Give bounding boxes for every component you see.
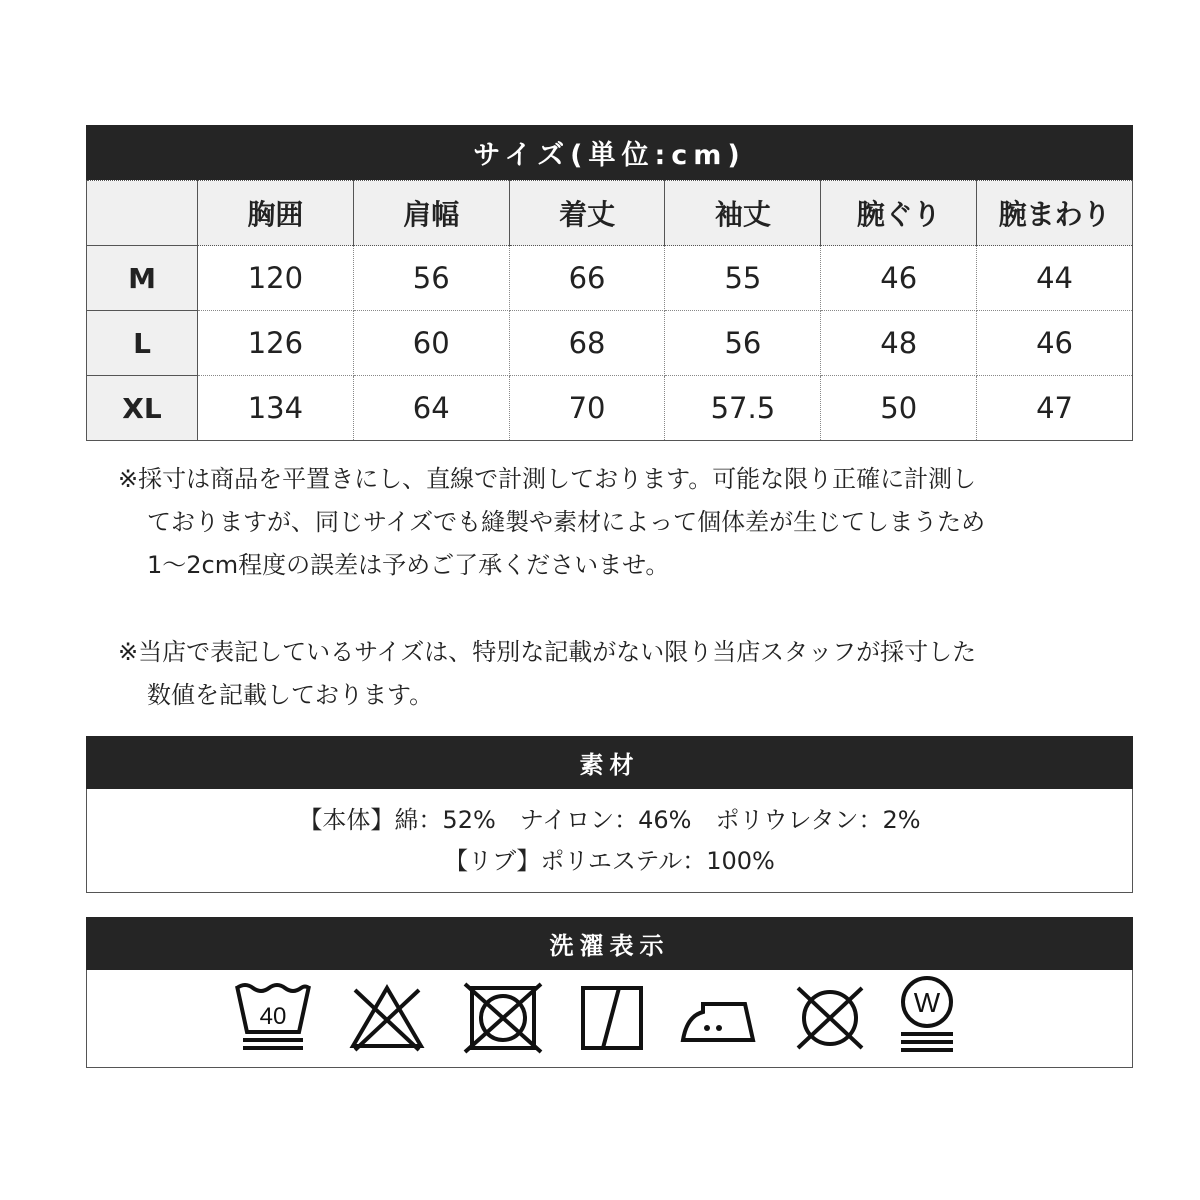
table-cell: 70	[509, 376, 665, 441]
column-header-chest: 胸囲	[198, 181, 354, 246]
care-section	[86, 917, 1133, 1068]
material-rib-line: 【リブ】ポリエステル：100%	[444, 846, 775, 875]
column-header-armhole: 腕ぐり	[821, 181, 977, 246]
care-title: 洗濯表示	[86, 917, 1133, 970]
size-label: M	[87, 246, 198, 311]
table-cell: 60	[353, 311, 509, 376]
note-line: 数値を記載しております。	[147, 681, 434, 709]
wet-clean-letter: W	[913, 987, 941, 1018]
line-dry-icon	[571, 982, 651, 1054]
size-source-note	[118, 631, 1118, 717]
wet-clean-very-gentle-icon	[887, 982, 967, 1056]
table-cell: 66	[509, 246, 665, 311]
size-table-title: サイズ(単位:cm)	[86, 125, 1133, 180]
table-cell: 120	[198, 246, 354, 311]
table-cell: 56	[665, 311, 821, 376]
table-row	[87, 376, 1133, 441]
note-line: ※当店で表記しているサイズは、特別な記載がない限り当店スタッフが採寸した	[118, 638, 977, 666]
table-cell: 56	[353, 246, 509, 311]
table-cell: 126	[198, 311, 354, 376]
table-cell: 47	[977, 376, 1133, 441]
table-cell: 48	[821, 311, 977, 376]
no-bleach-icon	[347, 982, 427, 1054]
table-cell: 44	[977, 246, 1133, 311]
wash-temp-label: 40	[259, 1003, 287, 1030]
note-line: 1～2cm程度の誤差は予めご了承くださいませ。	[147, 551, 670, 579]
size-table-header-row	[87, 181, 1133, 246]
note-line: ておりますが、同じサイズでも縫製や素材によって個体差が生じてしまうため	[147, 508, 986, 536]
column-header-shoulder: 肩幅	[353, 181, 509, 246]
table-cell: 46	[821, 246, 977, 311]
table-row	[87, 311, 1133, 376]
material-title: 素材	[86, 736, 1133, 789]
material-section	[86, 736, 1133, 893]
column-header-length: 着丈	[509, 181, 665, 246]
material-body-line: 【本体】綿：52% ナイロン：46% ポリウレタン：2%	[298, 805, 921, 834]
no-dry-clean-icon	[790, 982, 870, 1054]
table-cell: 57.5	[665, 376, 821, 441]
table-cell: 134	[198, 376, 354, 441]
no-tumble-dry-icon	[463, 982, 543, 1054]
column-header-arm-circumference: 腕まわり	[977, 181, 1133, 246]
size-label: XL	[87, 376, 198, 441]
table-cell: 55	[665, 246, 821, 311]
column-header-blank	[87, 181, 198, 246]
iron-low-icon	[677, 982, 761, 1054]
material-body	[86, 789, 1133, 893]
size-table-section	[86, 125, 1133, 441]
table-cell: 46	[977, 311, 1133, 376]
size-table	[86, 180, 1133, 441]
wash-tub-40-gentle-icon	[233, 982, 313, 1054]
table-row	[87, 246, 1133, 311]
care-icons-row	[86, 970, 1133, 1068]
note-line: ※採寸は商品を平置きにし、直線で計測しております。可能な限り正確に計測し	[118, 465, 977, 493]
column-header-sleeve: 袖丈	[665, 181, 821, 246]
table-cell: 50	[821, 376, 977, 441]
measurement-note	[118, 458, 1118, 587]
table-cell: 68	[509, 311, 665, 376]
size-label: L	[87, 311, 198, 376]
table-cell: 64	[353, 376, 509, 441]
